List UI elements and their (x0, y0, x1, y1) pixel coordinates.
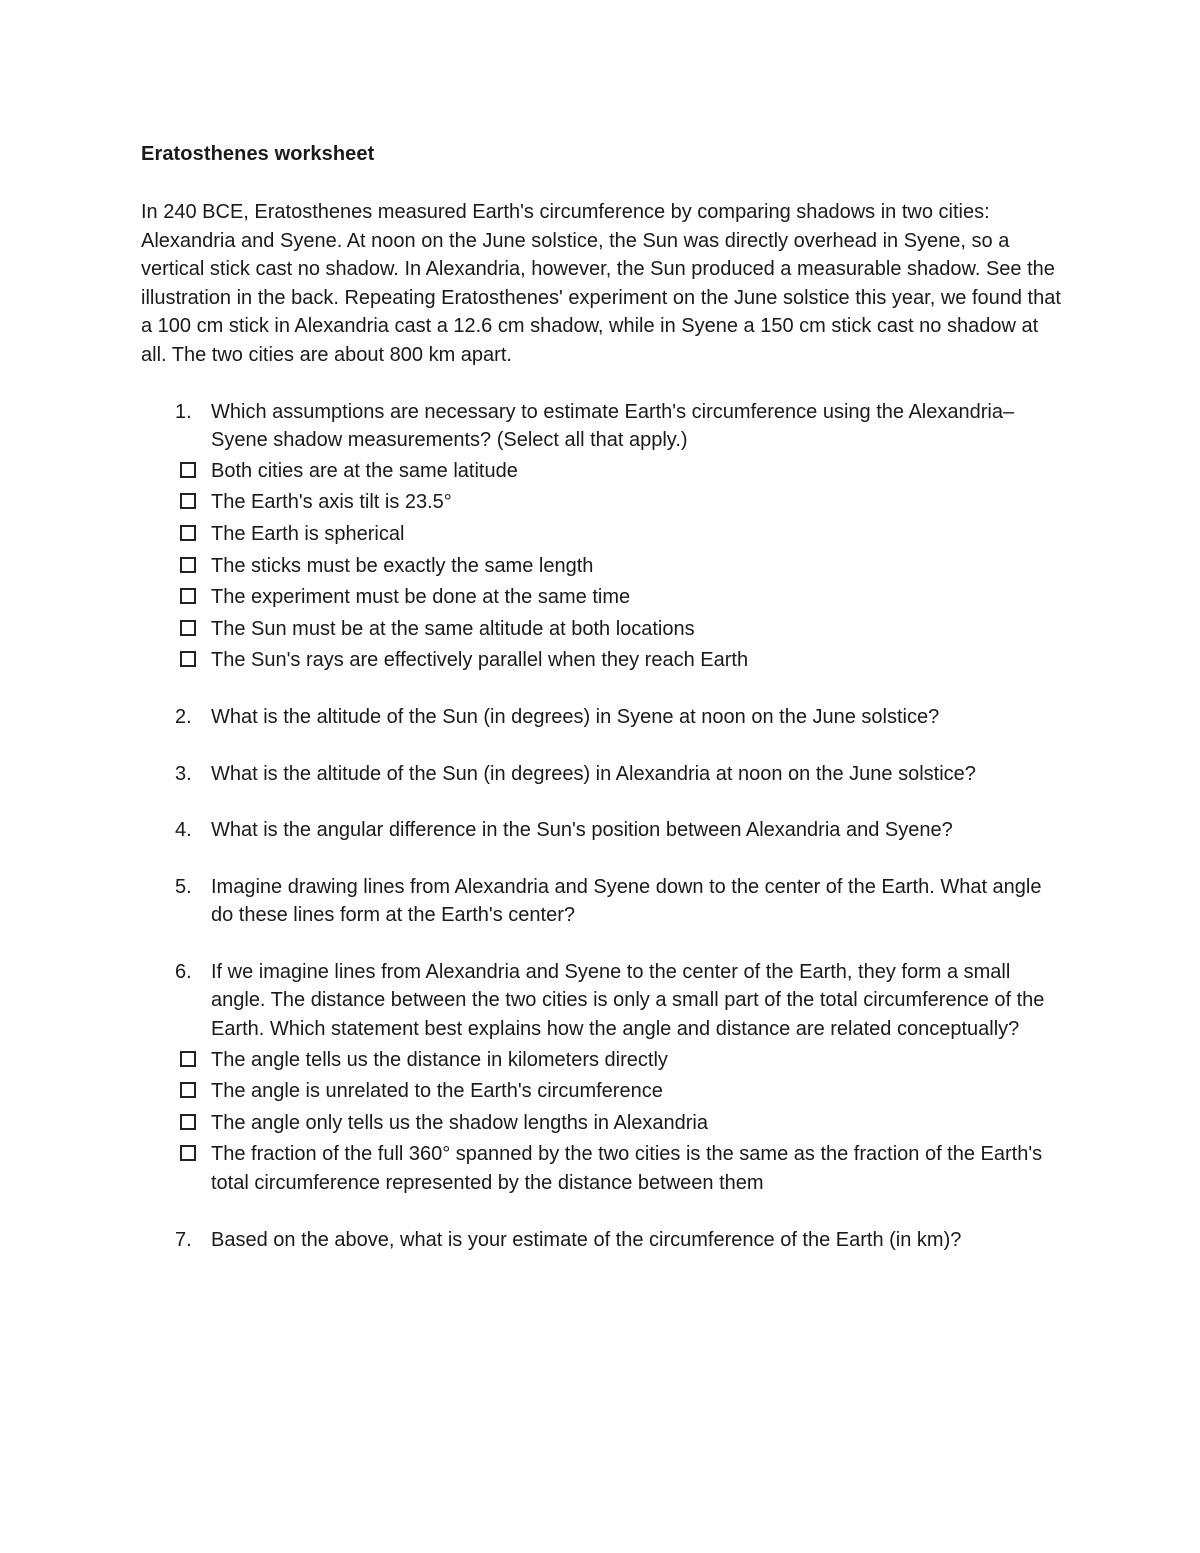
option-item (141, 646, 1061, 675)
checkbox-icon[interactable] (180, 1145, 196, 1161)
option-label: The angle only tells us the shadow lengths in Alexandria (211, 1111, 708, 1134)
question-text: Which assumptions are necessary to estimate Earth's circumference using the Alexandria–Syene shadow measurements? (Select all that apply.) (211, 400, 1015, 452)
option-item (141, 1109, 1061, 1138)
option-item (141, 1046, 1061, 1075)
question-1-options (141, 457, 1061, 675)
option-label: The fraction of the full 360° spanned by the two cities is the same as the fraction of the Earth's total circumference represented by the distance between them (211, 1143, 1043, 1195)
option-item (141, 1077, 1061, 1106)
option-item (141, 552, 1061, 581)
question-7 (141, 1226, 1061, 1255)
page-title: Eratosthenes worksheet (141, 143, 375, 165)
intro-paragraph: In 240 BCE, Eratosthenes measured Earth's circumference by comparing shadows in two cities: Alexandria and Syene. At noon on the June solstice, the Sun was directly overhead in Syene, so a vertical stick cast no shadow. In Alexandria, however, the Sun produced a measurable shadow. See the illustration in the back. Repeating Eratosthenes' experiment on the June solstice this year, we found that a 100 cm stick in Alexandria cast a 12.6 cm shadow, while in Syene a 150 cm stick cast no shadow at all. The two cities are about 800 km apart. (141, 201, 1061, 366)
question-number: 4. (175, 819, 192, 842)
option-item (141, 520, 1061, 549)
checkbox-icon[interactable] (180, 557, 196, 573)
checkbox-icon[interactable] (180, 588, 196, 604)
option-item (141, 457, 1061, 486)
option-label: The Sun must be at the same altitude at both locations (211, 617, 695, 640)
checkbox-icon[interactable] (180, 1051, 196, 1067)
question-1 (141, 398, 1061, 455)
option-item (141, 583, 1061, 612)
option-item (141, 488, 1061, 517)
option-item (141, 615, 1061, 644)
checkbox-icon[interactable] (180, 1082, 196, 1098)
question-5 (141, 873, 1061, 930)
option-label: The experiment must be done at the same time (211, 586, 631, 609)
question-text: What is the angular difference in the Sun's position between Alexandria and Syene? (211, 819, 953, 842)
question-4 (141, 816, 1061, 845)
question-number: 3. (175, 762, 192, 785)
question-text: If we imagine lines from Alexandria and Syene to the center of the Earth, they form a small angle. The distance between the two cities is only a small part of the total circumference of the Earth. Which statement best explains how the angle and distance are related conceptually? (211, 960, 1045, 1041)
option-label: The angle is unrelated to the Earth's circumference (211, 1080, 663, 1103)
checkbox-icon[interactable] (180, 651, 196, 667)
option-item (141, 1140, 1061, 1197)
worksheet-page (141, 140, 1061, 1254)
option-label: The Earth is spherical (211, 522, 405, 545)
question-3 (141, 760, 1061, 789)
checkbox-icon[interactable] (180, 620, 196, 636)
question-6-options (141, 1046, 1061, 1198)
question-number: 7. (175, 1228, 192, 1251)
question-text: Imagine drawing lines from Alexandria and Syene down to the center of the Earth. What angle do these lines form at the Earth's center? (211, 875, 1042, 927)
option-label: The sticks must be exactly the same length (211, 554, 594, 577)
option-label: The Earth's axis tilt is 23.5° (211, 491, 452, 514)
question-2 (141, 703, 1061, 732)
option-label: The angle tells us the distance in kilometers directly (211, 1048, 668, 1071)
question-number: 6. (175, 960, 192, 983)
question-number: 1. (175, 400, 192, 423)
question-number: 5. (175, 875, 192, 898)
question-text: Based on the above, what is your estimate of the circumference of the Earth (in km)? (211, 1228, 962, 1251)
checkbox-icon[interactable] (180, 1114, 196, 1130)
question-text: What is the altitude of the Sun (in degrees) in Alexandria at noon on the June solstice? (211, 762, 976, 785)
checkbox-icon[interactable] (180, 462, 196, 478)
checkbox-icon[interactable] (180, 493, 196, 509)
option-label: The Sun's rays are effectively parallel when they reach Earth (211, 649, 749, 672)
question-text: What is the altitude of the Sun (in degrees) in Syene at noon on the June solstice? (211, 705, 940, 728)
option-label: Both cities are at the same latitude (211, 459, 518, 482)
question-number: 2. (175, 705, 192, 728)
question-6 (141, 958, 1061, 1044)
checkbox-icon[interactable] (180, 525, 196, 541)
